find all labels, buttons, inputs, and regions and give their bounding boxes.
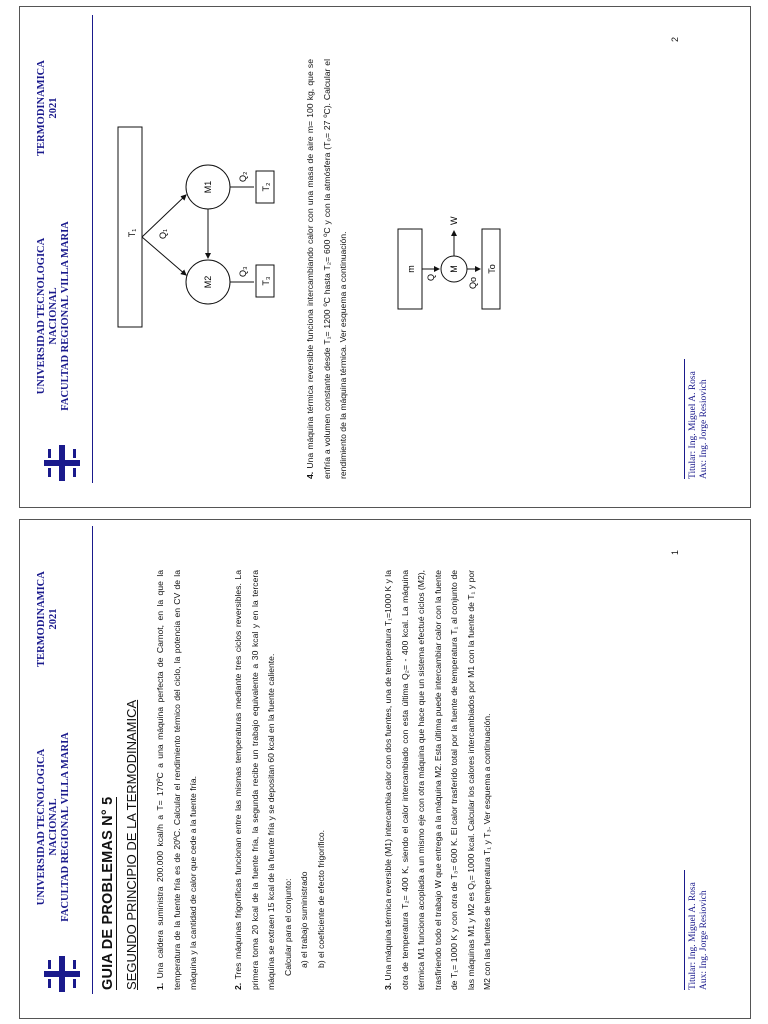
subject-year: 2021 xyxy=(48,97,59,119)
problem-2-text: Tres máquinas frigoríficas funcionan entre las mismas temperaturas mediante tres ciclos reversibles. La primera toma 20 kcal de la fuente fría, la segunda recibe un trabajo equivalente a 30 kcal y en la tercera máquina se extraen 15 kcal de la fuente fría y se depositan 60 kcal en la fuente caliente. xyxy=(233,570,276,990)
problem-2-calc: Calcular para el conjunto: xyxy=(282,878,293,976)
page-subtitle: SEGUNDO PRINCIPIO DE LA TERMODINAMICA xyxy=(124,699,139,990)
problem-4-number: 4. xyxy=(305,471,315,479)
header-rule xyxy=(92,15,93,483)
university-line1: UNIVERSIDAD TECNOLOGICA xyxy=(36,237,47,395)
university-line3: FACULTAD REGIONAL VILLA MARIA xyxy=(60,221,71,411)
problem-1 xyxy=(152,570,202,990)
subject-year: 2021 xyxy=(48,608,59,630)
label-t2: T₂ xyxy=(261,182,271,192)
subject-name xyxy=(36,33,60,183)
utn-logo-icon xyxy=(42,443,82,483)
problem-2-a: a) el trabajo suministrado xyxy=(299,871,309,968)
problem-1-text: Una caldera suministra 200.000 kcal/h a T= 170ºC a una máquina perfecta de Carnot, en la que la temperatura de la fuente fría es de 20ºC. Calcular el rendimiento térmico del ciclo, la potencia en CV de la máquina y la cantidad de calor que cede a la fuente fría. xyxy=(155,569,198,990)
footer-credits xyxy=(688,882,710,990)
label-q1: Q₁ xyxy=(158,228,168,239)
label-m1: M1 xyxy=(203,180,213,194)
university-line2: NACIONAL xyxy=(48,287,59,345)
page-2-content xyxy=(20,7,750,507)
label-m-box: m xyxy=(406,265,416,273)
problem-2-b: b) el coeficiente de efecto frigorífico. xyxy=(315,829,326,968)
problem-1-number: 1. xyxy=(155,982,165,990)
label-t3: T₃ xyxy=(261,276,271,286)
subject-line1: TERMODINAMICA xyxy=(36,571,47,667)
problem-4 xyxy=(302,59,352,479)
diagram-machines-m1-m2 xyxy=(98,107,288,337)
page-header xyxy=(34,544,90,994)
university-name xyxy=(36,712,72,942)
page-number: 2 xyxy=(670,37,680,43)
label-m2: M2 xyxy=(203,275,213,289)
reservoir-t1-box xyxy=(118,127,142,327)
page-1-sheet xyxy=(19,519,751,1019)
diagram-machine-m xyxy=(392,119,502,319)
footer-titular: Titular: Ing. Miguel A. Rosa xyxy=(688,371,698,479)
label-q3: Q₃ xyxy=(238,266,248,277)
university-name xyxy=(36,201,72,431)
page-number: 1 xyxy=(670,550,680,556)
page-1-content xyxy=(20,520,750,1018)
university-line3: FACULTAD REGIONAL VILLA MARIA xyxy=(60,732,71,922)
problem-4-text: Una máquina térmica reversible funciona intercambiando calor con una masa de aire m= 100 kg, que se enfría a volumen constante desde T₁= 1200 ºC hasta T₂= 600 ºC y con la atmósfera (T₀= 27 ºC). Calcular el rendimiento de la máquina térmica. Ver esquema a continuación. xyxy=(305,59,348,479)
label-w: W xyxy=(449,216,459,225)
label-q: Q xyxy=(426,273,436,281)
problem-2 xyxy=(230,570,329,990)
subject-name xyxy=(36,544,60,694)
problem-2-number: 2. xyxy=(233,982,243,990)
problem-3-text: Una máquina térmica reversible (M1) intercambia calor con dos fuentes, una de temperatura T₁=1000 K y la otra de temperatura T₂= 400 K, siendo el calor intercambiado con esta última Q₂= - 400 kcal. La máquina térmica M1 funciona acoplada a un mismo eje con otra máquina que hace que un sistema efectué ciclos (M2), trasfiriendo todo el trabajo W que entrega a la máquina M2. Esta última puede intercambiar calor con la fuente de T₁= 1000 K y con otra de T₃= 600 K. El calor trasferido total por la fuente de temperatura T₁ al conjunto de las máquinas M1 y M2 es Q₁= 1000 kcal. Calcular los calores intercambiados por M1 con la fuente de T₁ y por M2 con las fuentes de temperatura T₁ y T₃. Ver esquema a continuación. xyxy=(383,570,492,990)
label-q2: Q₂ xyxy=(238,171,248,182)
university-line1: UNIVERSIDAD TECNOLOGICA xyxy=(36,748,47,906)
label-machine-m: M xyxy=(449,265,459,273)
utn-logo-icon xyxy=(42,954,82,994)
page-title: GUIA DE PROBLEMAS N° 5 xyxy=(100,796,116,990)
footer-titular: Titular: Ing. Miguel A. Rosa xyxy=(688,882,698,990)
label-qo: Qo xyxy=(468,276,478,289)
footer-rule xyxy=(684,359,685,479)
arrow-t1-to-m2 xyxy=(142,237,186,275)
page-header xyxy=(34,33,90,483)
problem-3-number: 3. xyxy=(383,982,393,990)
footer-aux: Aux: Ing. Jorge Resiovich xyxy=(699,379,709,479)
label-to: To xyxy=(487,264,497,274)
footer-aux: Aux: Ing. Jorge Resiovich xyxy=(699,890,709,990)
footer-credits xyxy=(688,371,710,479)
problem-3 xyxy=(380,570,496,990)
header-rule xyxy=(92,526,93,994)
subject-line1: TERMODINAMICA xyxy=(36,60,47,156)
university-line2: NACIONAL xyxy=(48,798,59,856)
footer-rule xyxy=(684,870,685,990)
label-t1: T₁ xyxy=(127,228,137,238)
page-2-sheet xyxy=(19,6,751,508)
